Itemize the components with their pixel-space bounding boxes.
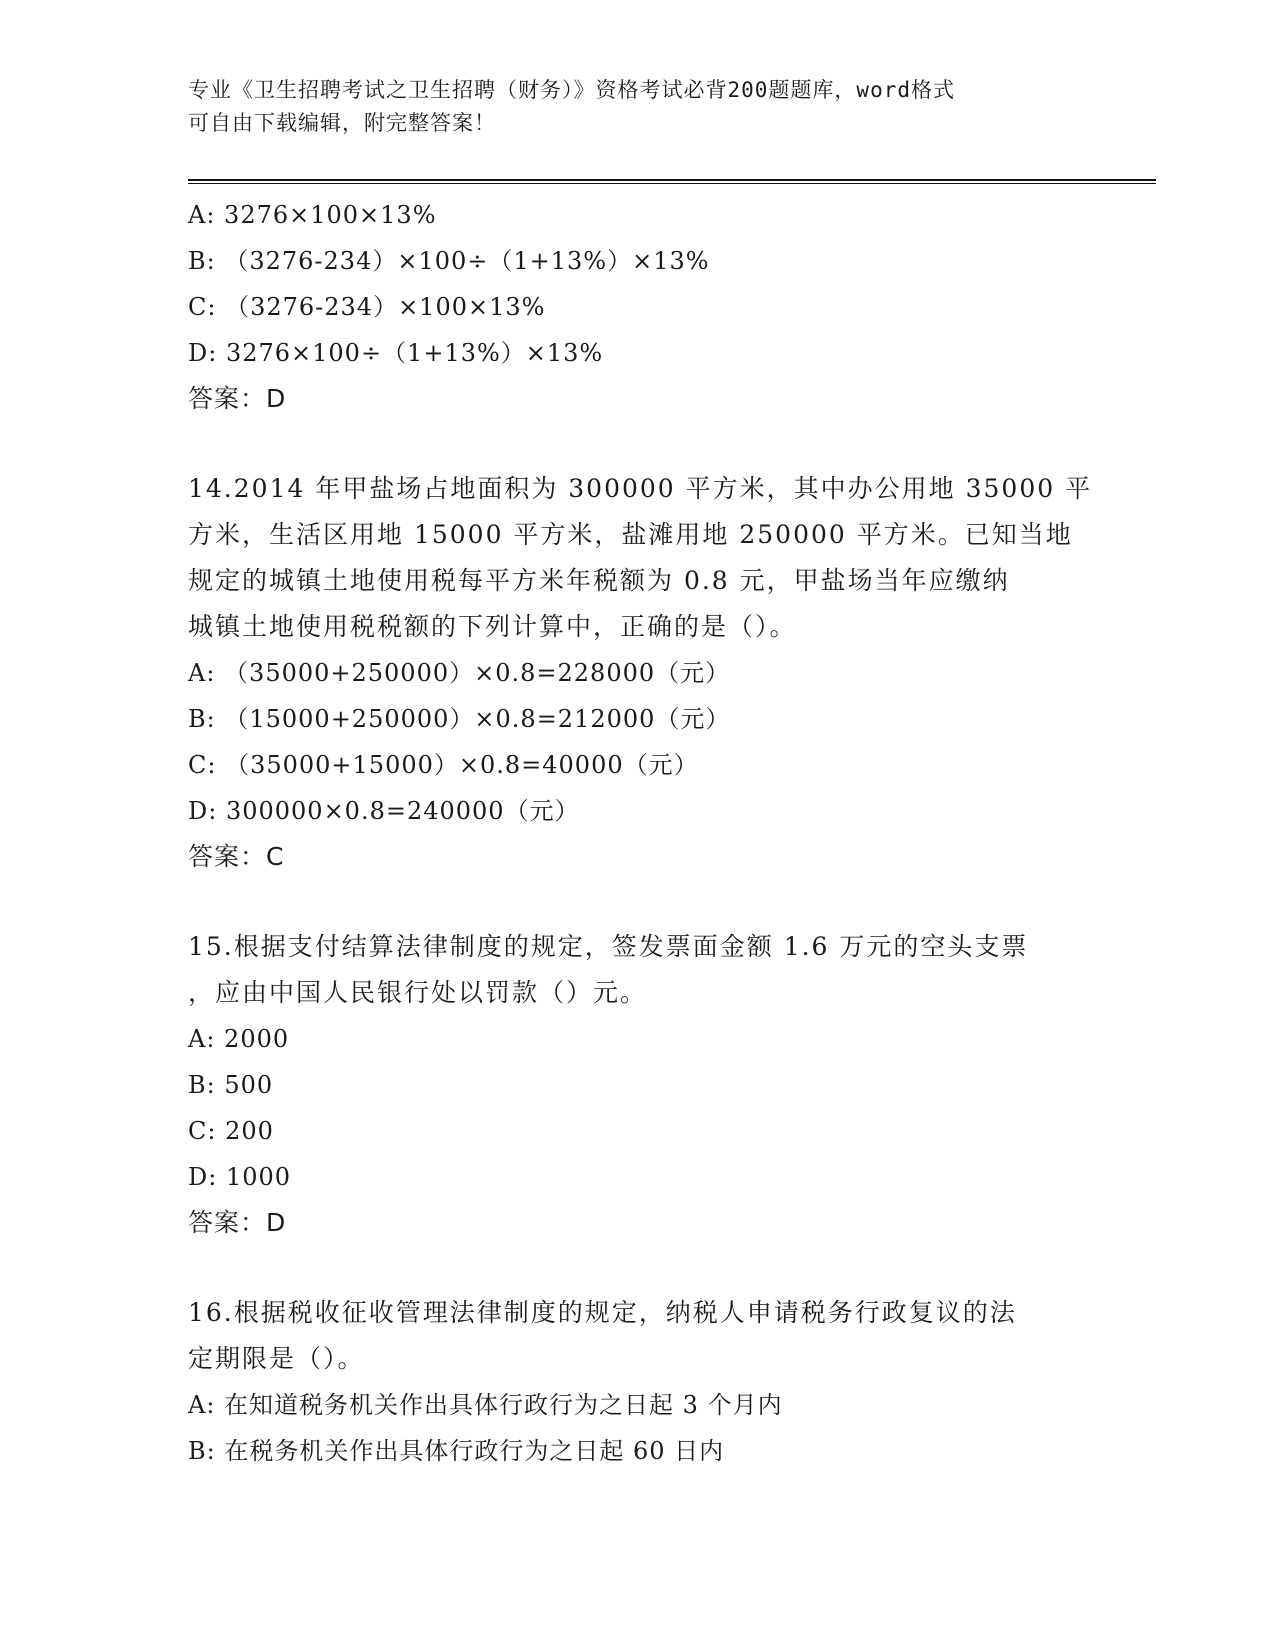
question-stem-line: 方米，生活区用地 15000 平方米，盐滩用地 250000 平方米。已知当地 <box>188 520 1073 549</box>
header-title-line-1: 专业《卫生招聘考试之卫生招聘（财务）》资格考试必背200题题库，word格式 <box>188 78 955 102</box>
option-c: C: 200 <box>188 1117 274 1145</box>
option-d: D: 3276×100÷（1+13%）×13% <box>188 339 604 367</box>
option-c: C: （35000+15000）×0.8=40000（元） <box>188 751 699 779</box>
option-d: D: 300000×0.8=240000（元） <box>188 797 580 825</box>
option-b: B: 在税务机关作出具体行政行为之日起 60 日内 <box>188 1437 725 1465</box>
question-14 <box>188 466 1093 880</box>
header-title-line-2: 可自由下载编辑，附完整答案！ <box>188 111 496 135</box>
option-c: C: （3276-234）×100×13% <box>188 293 546 321</box>
question-16 <box>188 1290 1088 1474</box>
document-header <box>188 74 1068 140</box>
header-divider-thick <box>188 179 1156 181</box>
question-13 <box>188 192 1088 422</box>
answer: 答案：D <box>188 384 287 413</box>
option-a: A: 3276×100×13% <box>188 201 437 229</box>
question-15 <box>188 924 1088 1246</box>
question-stem-line: 规定的城镇土地使用税每平方米年税额为 0.8 元，甲盐场当年应缴纳 <box>188 566 1010 595</box>
option-a: A: 2000 <box>188 1025 290 1053</box>
question-stem-line: ，应由中国人民银行处以罚款（）元。 <box>188 978 648 1007</box>
option-b: B: 500 <box>188 1071 274 1099</box>
answer: 答案：D <box>188 1208 287 1237</box>
answer: 答案：C <box>188 842 285 871</box>
option-d: D: 1000 <box>188 1163 292 1191</box>
question-stem-line: 城镇土地使用税税额的下列计算中，正确的是（）。 <box>188 612 797 641</box>
option-a: A: 在知道税务机关作出具体行政行为之日起 3 个月内 <box>188 1391 783 1419</box>
question-stem-line: 定期限是（）。 <box>188 1344 365 1373</box>
option-a: A: （35000+250000）×0.8=228000（元） <box>188 659 731 687</box>
option-b: B: （15000+250000）×0.8=212000（元） <box>188 705 731 733</box>
question-stem-line: 15.根据支付结算法律制度的规定，签发票面金额 1.6 万元的空头支票 <box>188 932 1029 961</box>
document-body <box>188 192 1093 1474</box>
question-stem-line: 16.根据税收征收管理法律制度的规定，纳税人申请税务行政复议的法 <box>188 1298 1017 1327</box>
question-stem-line: 14.2014 年甲盐场占地面积为 300000 平方米，其中办公用地 35000 平 <box>188 474 1093 503</box>
header-divider-thin <box>188 183 1156 184</box>
option-b: B: （3276-234）×100÷（1+13%）×13% <box>188 247 710 275</box>
